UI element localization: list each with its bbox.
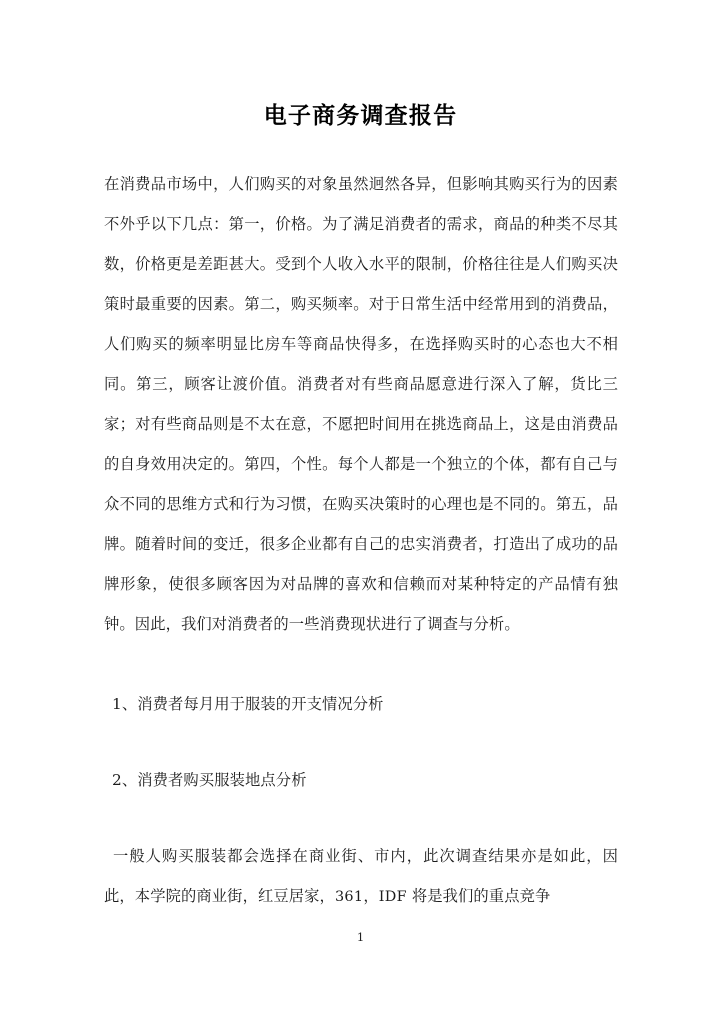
brand-idf: IDF: [378, 889, 407, 905]
intro-paragraph: 在消费品市场中，人们购买的对象虽然迥然各异，但影响其购买行为的因素不外乎以下几点：第一，价格。为了满足消费者的需求，商品的种类不尽其数，价格更是差距甚大。受到个人收入水平的限制，价格往往是人们购买决策时最重要的因素。第二，购买频率。对于日常生活中经常用到的消费品，人们购买的频率明显比房车等商品快得多，在选择购买时的心态也大不相同。第三，顾客让渡价值。消费者对有些商品愿意进行深入了解，货比三家；对有些商品则是不太在意，不愿把时间用在挑选商品上，这是由消费品的自身效用决定的。第四，个性。每个人都是一个独立的个体，都有自己与众不同的思维方式和行为习惯，在购买决策时的心理也是不同的。第五，品牌。随着时间的变迁，很多企业都有自己的忠实消费者，打造出了成功的品牌形象，使很多顾客因为对品牌的喜欢和信赖而对某种特定的产品情有独钟。因此，我们对消费者的一些消费现状进行了调查与分析。: [104, 175, 618, 633]
page-number: 1: [356, 930, 365, 944]
closing-separator: ，: [363, 887, 379, 905]
brand-361: 361: [334, 889, 364, 905]
list-item: 1、消费者每月用于服装的开支情况分析: [112, 695, 384, 713]
document-body: [104, 164, 618, 917]
closing-paragraph: [104, 836, 618, 917]
paragraph-spacer: [104, 644, 618, 684]
closing-text-tail: 将是我们的重点竞争: [406, 887, 551, 905]
closing-spacer: [104, 800, 618, 836]
list-item: 2、消费者购买服装地点分析: [112, 771, 307, 789]
list-spacer: [104, 724, 618, 760]
closing-text-lead: 一般人购买服装都会选择在商业街、市内，此次调查结果亦是如此，因此，本学院的商业街，红豆居家，: [104, 847, 618, 905]
page-title: 电子商务调查报告: [263, 102, 458, 130]
